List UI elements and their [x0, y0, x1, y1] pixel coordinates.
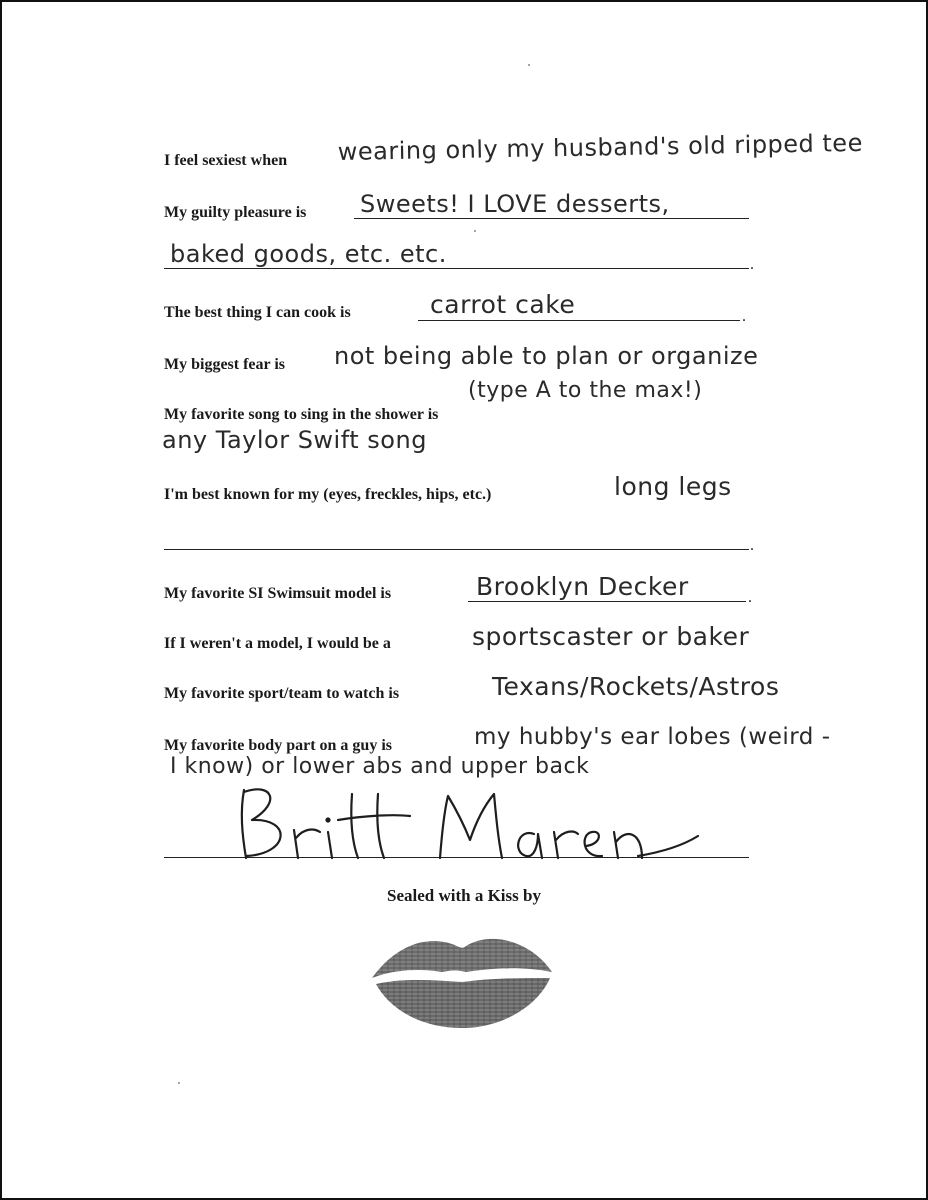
best-cook-answer: carrot cake: [430, 290, 576, 319]
paper-speck: [178, 1082, 180, 1084]
guilty-pleasure-label: My guilty pleasure is: [164, 204, 307, 221]
best-cook-label: The best thing I can cook is: [164, 304, 351, 321]
signature-rule: [164, 857, 749, 858]
career-answer: sportscaster or baker: [472, 622, 750, 651]
sexiest-label: I feel sexiest when: [164, 152, 288, 169]
career-label: If I weren't a model, I would be a: [164, 635, 391, 652]
body-part-answer-line1: my hubby's ear lobes (weird -: [474, 724, 831, 750]
paper-speck: [474, 230, 476, 232]
period-mark: .: [748, 589, 752, 606]
period-mark: .: [750, 256, 754, 273]
sport-team-label: My favorite sport/team to watch is: [164, 685, 400, 702]
best-known-label: I'm best known for my (eyes, freckles, hips, etc.): [164, 486, 492, 503]
shower-song-label: My favorite song to sing in the shower is: [164, 406, 439, 423]
biggest-fear-answer-line2: (type A to the max!): [468, 378, 703, 403]
best-known-answer: long legs: [614, 472, 732, 501]
shower-song-answer: any Taylor Swift song: [162, 426, 427, 454]
si-model-answer: Brooklyn Decker: [476, 572, 689, 601]
si-model-rule: [468, 601, 746, 602]
biggest-fear-label: My biggest fear is: [164, 356, 286, 373]
si-model-label: My favorite SI Swimsuit model is: [164, 585, 392, 602]
period-mark: .: [750, 537, 754, 554]
guilty-pleasure-rule-1: [354, 218, 749, 219]
sealed-with-kiss-label: Sealed with a Kiss by: [387, 886, 541, 905]
guilty-pleasure-rule-2: [164, 268, 749, 269]
body-part-label: My favorite body part on a guy is: [164, 737, 392, 754]
body-part-answer-line2: I know) or lower abs and upper back: [170, 754, 590, 779]
sexiest-answer: wearing only my husband's old ripped tee: [337, 128, 864, 166]
period-mark: .: [742, 308, 746, 325]
guilty-pleasure-answer-line2: baked goods, etc. etc.: [170, 240, 447, 268]
guilty-pleasure-answer-line1: Sweets! I LOVE desserts,: [360, 190, 670, 218]
lipstick-kiss-icon: [362, 920, 562, 1040]
biggest-fear-answer-line1: not being able to plan or organize: [334, 342, 759, 370]
paper-speck: [528, 64, 530, 66]
best-known-rule: [164, 549, 749, 550]
best-cook-rule: [418, 320, 740, 321]
sport-team-answer: Texans/Rockets/Astros: [492, 672, 780, 701]
